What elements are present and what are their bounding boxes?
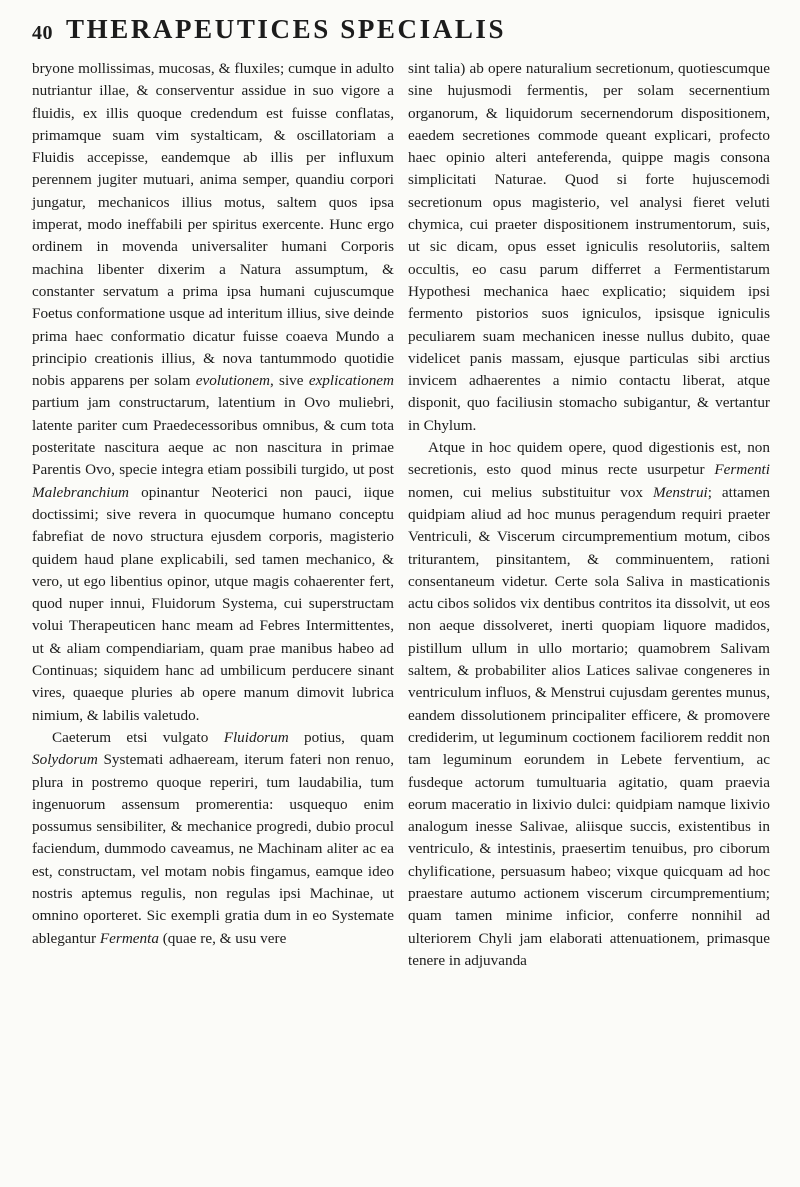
text-run: , sive bbox=[269, 372, 309, 390]
text-run: Caeterum etsi vulgato bbox=[52, 728, 224, 746]
running-title: THERAPEUTICES SPECIALIS bbox=[66, 14, 507, 44]
italic-term: Solydorum bbox=[32, 751, 98, 769]
text-run: (quae re, & usu vere bbox=[158, 929, 287, 947]
paragraph bbox=[32, 58, 394, 727]
paragraph bbox=[32, 727, 394, 950]
italic-term: Menstrui bbox=[652, 483, 708, 501]
italic-term: Fluidorum bbox=[223, 728, 289, 746]
paragraph bbox=[408, 58, 770, 437]
text-run: sint talia) ab opere naturalium secretionum, quotiescumque sine hujusmodi fermentis, per solam secernentium organorum, & liquidorum secernendorum dispositionem, eaedem secretiones commode queant explicari, profecto haec opinio alteri anteferenda, quippe magis consona simplicitati Naturae. Quod si forte hujuscemodi secretionum opus magisterio, vel analysi fieret veluti chymica, cui praeter dispositionem instrumentorum, suis, ut sic dicam, opus esset igniculis resolutoriis, saltem occultis, eo casu parum differret a Fermentistarum Hypothesi mechanica haec explicatio; siquidem ipsi fermento pistorios suos igniculos, ipsisque igniculis peculiarem suam mechanicen inesse nullus dubito, quae videlicet panis massam, ejusque particulas sibi arctius invicem adhaerentes a nimio contactu liberat, atque disponit, quo faciliusin stomacho subigantur, & vertantur in Chylum. bbox=[408, 60, 770, 434]
text-run: Systemati adhaeream, iterum fateri non renuo, plura in postremo quoque reperiri, tum laudabilia, tum ingenuorum assensum promerentia: usquequo enim possumus sensibiliter, & mechanice progredi, dubio procul faciendum, dummodo caveamus, ne Machinam aliter ac ea est, constructam, vel motam nobis fingamus, eamque ideo nostris aptemus regulis, non regulas ipsi Machinae, ut omnino oporteret. Sic exempli gratia dum in eo Systemate ablegantur bbox=[32, 751, 394, 947]
right-text-column bbox=[408, 58, 770, 972]
text-run: ; attamen quidpiam aliud ad hoc munus peragendum requiri praeter Ventriculi, & Viscerum circumprementium motum, cibos triturantem, pinsitantem, & comminuentem, rationi consentaneum videtur. Certe sola Saliva in masticationis actu cibos solidos vix dentibus contritos ita dissolvit, ut eos non aeque dissolveret, inerti quopiam liquore madidos, pistillum ullum in ullo mortario; quamobrem Salivam saltem, & probabiliter alios Latices salivae congeneres in ventriculum influos, & Menstrui cujusdam gerentes munus, eandem dissolutionem principaliter efficere, & promovere crediderim, ut leguminum coctionem faciliorem reddit non tam leguminum eorundem in Lebete ferventium, ac fusdeque actorum tumultuaria agitatio, quam praevia eorum maceratio in lixivio dulci: quidpiam namque lixivio analogum inesse Salivae, aliisque succis, existentibus in ventriculo, & intestinis, praesertim tenuibus, pro ciborum chylificatione, persuasum habeo; vixque quicquam ad hoc praestare autumo actionem viscerum circumprementium; quam tamen minime inficior, conferre nonnihil ad ulteriorem Chyli jam elaborati attenuationem, primasque tenere in adjuvanda bbox=[408, 483, 770, 969]
page-number: 40 bbox=[32, 22, 53, 44]
text-run: partium jam constructarum, latentium in Ovo muliebri, latente pariter cum Praedecessoribus omnibus, & cum tota posteritate nascitura aeque ac non nascitura in primae Parentis Ovo, specie integra etiam possibili turgido, ut post bbox=[32, 394, 394, 479]
text-run: nomen, cui melius substituitur vox bbox=[408, 483, 653, 501]
text-run: Atque in hoc quidem opere, quod digestionis est, non secretionis, esto quod minus recte usurpetur bbox=[408, 439, 770, 479]
italic-term: explicationem bbox=[308, 372, 395, 390]
text-run: opinantur Neoterici non pauci, iique doctissimi; sive revera in quocumque humano conceptu fabrefiat de novo structura ejusdem corporis, magisterio quidem haud plane explicabili, sed tamen mechanico, & vero, ut ego libentius opinor, utque magis cohaerenter fert, quod nuper innui, Fluidorum Systema, cui superstructam volui Therapeuticen hanc meam ad Febres Intermittentes, ut & aliam compendiariam, quam prae manibus habeo ad Continuas; siquidem hanc ad umbilicum perducere sinant vires, quaeque pluries ab opere manum dimovit lubrica nimium, & labilis valetudo. bbox=[32, 483, 394, 724]
italic-term: Malebranchium bbox=[32, 483, 130, 501]
left-text-column bbox=[32, 58, 394, 950]
paragraph bbox=[408, 437, 770, 972]
text-run: potius, quam bbox=[288, 728, 395, 746]
italic-term: Fermenta bbox=[99, 929, 159, 947]
italic-term: Fermenti bbox=[714, 461, 770, 479]
italic-term: evolutionem bbox=[195, 372, 270, 390]
text-run: bryone mollissimas, mucosas, & fluxiles; cumque in adulto nutriantur illae, & conserventur assidue in suo vigore a fluidis, ex illis quoque credendum est fuisse conflatas, primamque suam vim systalticam, & oscillatoriam a Fluidis accepisse, eandemque ab illis per influxum perennem jugiter mutuari, anima semper, quandiu corpori jungatur, mechanicos illius motus, saltem quos ipsa imperat, modo ineffabili per spiritus exercente. Hunc ergo ordinem in movenda universaliter humani Corporis machina libenter dixerim a Natura assumptum, & constanter servatum a prima ipsa humani cujuscumque Foetus conformatione usque ad interitum illius, sive deinde prima haec conformatio dicatur fuisse coaeva Mundo a principio creationis illius, & nova tantummodo quotidie nobis apparens per solam bbox=[32, 60, 394, 390]
